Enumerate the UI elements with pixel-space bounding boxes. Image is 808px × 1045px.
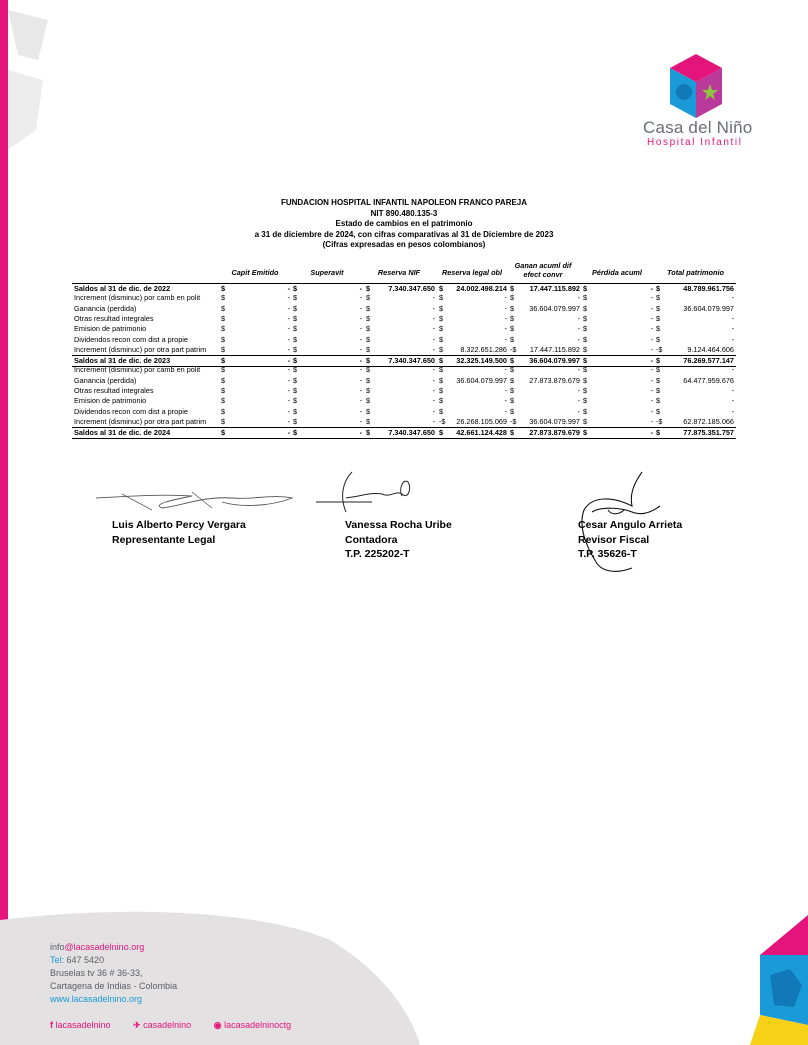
cell-value: - — [359, 303, 362, 313]
row-label: Dividendos recon com dist a propie — [74, 334, 188, 344]
statement-period: a 31 de diciembre de 2024, con cifras comparativas al 31 de Diciembre de 2023 — [254, 229, 554, 239]
currency-sign: $ — [583, 386, 588, 395]
currency-sign: $ — [656, 386, 661, 395]
cell-value: - — [359, 386, 362, 395]
currency-sign: $ — [293, 375, 298, 385]
row-label: Saldos al 31 de dic. de 2022 — [74, 284, 171, 293]
cell-value: - — [287, 303, 290, 313]
cell-value: - — [287, 365, 290, 375]
currency-sign: $ — [221, 416, 226, 426]
cell-value: - — [287, 284, 290, 293]
cell-value: - — [359, 375, 362, 385]
currency-sign: $ — [366, 375, 371, 385]
cell-value: - — [359, 365, 362, 375]
currency-sign: $ — [366, 293, 371, 303]
cell-value: - — [650, 428, 653, 438]
currency-sign: $ — [583, 428, 588, 438]
currency-sign: $ — [366, 365, 371, 375]
currency-sign: $ — [656, 334, 661, 344]
currency-sign: $ — [366, 356, 371, 366]
cell-value: - — [577, 365, 580, 375]
signature-block-contadora — [345, 518, 452, 562]
cell-value: 42.661.124.428 — [456, 428, 507, 438]
currency-sign: $ — [439, 356, 444, 366]
cell-value: - — [359, 416, 362, 426]
currency-sign: $ — [293, 303, 298, 313]
currency-sign: $ — [510, 303, 515, 313]
currency-sign: $ — [510, 428, 515, 438]
cell-value: - — [650, 416, 653, 426]
row-label: Dividendos recon com dist a propie — [74, 406, 188, 416]
cell-value: 8.322.651.286 — [460, 344, 507, 354]
cell-value: - — [287, 344, 290, 354]
cell-value: - — [731, 334, 734, 344]
statement-title: Estado de cambios en el patrimonio — [335, 219, 473, 228]
cell-value: - — [504, 406, 507, 416]
row-label: Saldos al 31 de dic. de 2024 — [74, 428, 171, 438]
bottom-right-decoration — [750, 915, 808, 1045]
table-row — [72, 345, 736, 355]
cell-value: - — [432, 293, 435, 303]
organization-nit: NIT 890.480.135-3 — [370, 208, 438, 218]
currency-sign: $ — [293, 293, 298, 303]
cell-value: - — [359, 396, 362, 406]
cell-value: - — [432, 416, 435, 426]
cell-value: - — [432, 375, 435, 385]
footer-contact — [50, 941, 177, 1006]
signature-representante-legal — [92, 486, 302, 516]
cell-value: - — [650, 313, 653, 323]
balance-row — [72, 427, 736, 439]
cell-value: - — [359, 356, 362, 366]
currency-sign: $ — [221, 313, 226, 323]
currency-sign: $ — [439, 396, 444, 406]
currency-sign: $ — [439, 334, 444, 344]
table-row — [72, 304, 736, 314]
currency-sign: -$ — [656, 416, 663, 426]
currency-sign: $ — [583, 365, 588, 375]
cell-value: - — [287, 386, 290, 395]
cell-value: - — [731, 396, 734, 406]
table-row — [72, 335, 736, 345]
currency-sign: $ — [366, 313, 371, 323]
currency-sign: $ — [366, 406, 371, 416]
row-label: Emision de patrimonio — [74, 324, 147, 334]
top-left-decoration — [8, 0, 58, 170]
column-header: Pérdida acuml — [592, 268, 642, 277]
cell-value: - — [287, 375, 290, 385]
cell-value: 7.340.347.650 — [388, 428, 435, 438]
currency-sign: $ — [293, 386, 298, 395]
cell-value: - — [432, 313, 435, 323]
cell-value: - — [650, 334, 653, 344]
currency-sign: $ — [439, 344, 444, 354]
currency-sign: $ — [221, 386, 226, 395]
table-row — [72, 376, 736, 386]
cell-value: 36.604.079.997 — [683, 303, 734, 313]
cell-value: - — [432, 396, 435, 406]
table-row — [72, 417, 736, 427]
row-label: Otras resultad integrales — [74, 386, 154, 395]
cell-value: - — [650, 375, 653, 385]
facebook-icon: f — [50, 1020, 53, 1030]
currency-sign: $ — [221, 375, 226, 385]
currency-sign: $ — [439, 386, 444, 395]
currency-sign: $ — [366, 344, 371, 354]
currency-sign: $ — [439, 365, 444, 375]
currency-sign: $ — [656, 375, 661, 385]
cell-value: - — [650, 396, 653, 406]
cell-value: 24.002.498.214 — [456, 284, 507, 293]
cell-value: 9.124.464.606 — [687, 344, 734, 354]
currency-sign: $ — [510, 386, 515, 395]
column-header: Total patrimonio — [667, 268, 724, 277]
currency-sign: $ — [439, 303, 444, 313]
currency-sign: $ — [510, 293, 515, 303]
cell-value: - — [650, 303, 653, 313]
cell-value: 26.268.105.069 — [456, 416, 507, 426]
currency-sign: $ — [221, 344, 226, 354]
column-header: Reserva NIF — [377, 268, 421, 277]
cell-value: - — [287, 293, 290, 303]
cell-value: - — [650, 365, 653, 375]
currency-sign: $ — [510, 284, 515, 293]
currency-sign: $ — [439, 293, 444, 303]
currency-sign: $ — [510, 406, 515, 416]
twitter-icon: ✈ — [133, 1020, 141, 1030]
cell-value: - — [504, 303, 507, 313]
instagram-icon: ◉ — [213, 1020, 222, 1030]
signer-role: Revisor Fiscal — [578, 533, 650, 546]
cell-value: - — [504, 293, 507, 303]
currency-sign: $ — [510, 356, 515, 366]
footer-email[interactable]: info@lacasadelnino.org — [50, 942, 145, 952]
currency-sign: $ — [293, 365, 298, 375]
row-label: Ganancia (perdida) — [74, 375, 137, 385]
cell-value: - — [650, 344, 653, 354]
row-label: Increment (disminuc) por otra part patrim — [74, 416, 207, 426]
cell-value: - — [650, 356, 653, 366]
currency-sign: $ — [583, 293, 588, 303]
cell-value: - — [731, 313, 734, 323]
currency-sign: $ — [583, 406, 588, 416]
currency-sign: -$ — [510, 416, 517, 426]
row-label: Ganancia (perdida) — [74, 303, 137, 313]
currency-sign: $ — [583, 303, 588, 313]
table-row — [72, 365, 736, 375]
currency-sign: $ — [439, 313, 444, 323]
cell-value: - — [359, 428, 362, 438]
cell-value: 76.269.577.147 — [683, 356, 734, 366]
currency-sign: $ — [510, 365, 515, 375]
cell-value: - — [287, 416, 290, 426]
footer-address-line2: Cartagena de Indias - Colombia — [50, 981, 178, 991]
currency-sign: $ — [656, 313, 661, 323]
cell-value: - — [577, 293, 580, 303]
cell-value: - — [504, 386, 507, 395]
currency-sign: $ — [366, 284, 371, 293]
cell-value: - — [731, 365, 734, 375]
cell-value: - — [504, 365, 507, 375]
currency-sign: -$ — [439, 416, 446, 426]
cell-value: - — [577, 406, 580, 416]
currency-sign: $ — [656, 365, 661, 375]
cell-value: - — [432, 406, 435, 416]
row-label: Increment (disminuc) por camb en polit — [74, 293, 201, 303]
currency-sign: $ — [656, 356, 661, 366]
currency-sign: $ — [366, 324, 371, 334]
signature-contadora — [312, 468, 422, 520]
currency-sign: $ — [656, 428, 661, 438]
currency-sign: $ — [656, 406, 661, 416]
cell-value: - — [359, 406, 362, 416]
currency-sign: $ — [293, 416, 298, 426]
facebook-link[interactable]: f lacasadelnino — [50, 1020, 111, 1030]
currency-sign: $ — [366, 396, 371, 406]
table-row — [72, 324, 736, 334]
currency-sign: $ — [293, 284, 298, 293]
cell-value: - — [359, 313, 362, 323]
currency-sign: $ — [366, 303, 371, 313]
currency-sign: $ — [510, 324, 515, 334]
currency-sign: $ — [366, 428, 371, 438]
cell-value: - — [359, 344, 362, 354]
currency-sign: -$ — [510, 344, 517, 354]
row-label: Saldos al 31 de dic. de 2023 — [74, 356, 171, 366]
currency-sign: -$ — [656, 344, 663, 354]
currency-sign: $ — [583, 313, 588, 323]
currency-sign: $ — [221, 334, 226, 344]
cell-value: - — [504, 324, 507, 334]
cell-value: - — [504, 313, 507, 323]
cell-value: - — [287, 406, 290, 416]
left-accent-stripe — [0, 0, 8, 1045]
currency-sign: $ — [221, 365, 226, 375]
cell-value: - — [577, 324, 580, 334]
currency-sign: $ — [221, 324, 226, 334]
row-label: Otras resultad integrales — [74, 313, 154, 323]
currency-sign: $ — [583, 396, 588, 406]
statement-currency-note: (Cifras expresadas en pesos colombianos) — [322, 240, 486, 249]
cell-value: - — [287, 356, 290, 366]
currency-sign: $ — [510, 313, 515, 323]
cell-value: 36.604.079.997 — [529, 356, 580, 366]
cell-value: - — [432, 303, 435, 313]
signer-tp: T.P. 225202-T — [345, 548, 410, 560]
twitter-link[interactable]: ✈ casadelnino — [133, 1020, 192, 1030]
cell-value: 32.325.149.500 — [456, 356, 507, 366]
currency-sign: $ — [293, 344, 298, 354]
currency-sign: $ — [221, 406, 226, 416]
currency-sign: $ — [293, 356, 298, 366]
currency-sign: $ — [439, 406, 444, 416]
currency-sign: $ — [510, 396, 515, 406]
row-label: Increment (disminuc) por camb en polit — [74, 365, 201, 375]
cell-value: - — [287, 313, 290, 323]
cell-value: - — [731, 324, 734, 334]
row-label: Emision de patrimonio — [74, 396, 147, 406]
cell-value: 64.477.959.676 — [683, 375, 734, 385]
currency-sign: $ — [366, 386, 371, 395]
currency-sign: $ — [366, 334, 371, 344]
cell-value: - — [650, 293, 653, 303]
column-header: Superavit — [310, 268, 344, 277]
column-header: Ganan acuml dif efect convr — [514, 261, 572, 279]
currency-sign: $ — [656, 293, 661, 303]
table-row — [72, 293, 736, 303]
cell-value: - — [577, 334, 580, 344]
currency-sign: $ — [221, 284, 226, 293]
cell-value: - — [577, 396, 580, 406]
table-row — [72, 407, 736, 417]
signer-role: Representante Legal — [112, 533, 216, 546]
brand-subtitle: Hospital Infantil — [647, 137, 743, 148]
table-row — [72, 396, 736, 406]
currency-sign: $ — [293, 406, 298, 416]
signature-block-revisor — [578, 518, 682, 562]
currency-sign: $ — [583, 324, 588, 334]
instagram-link[interactable]: ◉ lacasadelninoctg — [213, 1020, 292, 1030]
cell-value: - — [504, 334, 507, 344]
signature-block-representante — [112, 518, 246, 547]
cell-value: 27.873.879.679 — [529, 428, 580, 438]
currency-sign: $ — [583, 416, 588, 426]
currency-sign: $ — [221, 428, 226, 438]
currency-sign: $ — [439, 324, 444, 334]
currency-sign: $ — [583, 375, 588, 385]
cell-value: 27.873.879.679 — [529, 375, 580, 385]
currency-sign: $ — [366, 416, 371, 426]
currency-sign: $ — [293, 324, 298, 334]
currency-sign: $ — [583, 284, 588, 293]
cell-value: - — [287, 396, 290, 406]
currency-sign: $ — [293, 396, 298, 406]
currency-sign: $ — [439, 428, 444, 438]
cell-value: - — [731, 293, 734, 303]
signer-name: Luis Alberto Percy Vergara — [112, 519, 246, 531]
footer-social — [50, 1020, 311, 1031]
cell-value: - — [359, 334, 362, 344]
cell-value: - — [432, 386, 435, 395]
cell-value: - — [359, 284, 362, 293]
currency-sign: $ — [221, 303, 226, 313]
cell-value: - — [650, 324, 653, 334]
currency-sign: $ — [583, 334, 588, 344]
cell-value: 7.340.347.650 — [388, 284, 435, 293]
currency-sign: $ — [439, 284, 444, 293]
cell-value: 62.872.185.066 — [683, 416, 734, 426]
cell-value: - — [359, 293, 362, 303]
currency-sign: $ — [583, 344, 588, 354]
column-header: Capit Emitido — [231, 268, 279, 277]
currency-sign: $ — [293, 313, 298, 323]
signer-name: Cesar Angulo Arrieta — [578, 519, 683, 531]
currency-sign: $ — [510, 334, 515, 344]
cell-value: - — [577, 313, 580, 323]
currency-sign: $ — [293, 428, 298, 438]
footer-phone: Tel: 647 5420 — [50, 955, 105, 965]
column-header: Reserva legal obl — [441, 268, 503, 277]
cell-value: 17.447.115.892 — [529, 284, 580, 293]
table-row — [72, 386, 736, 396]
currency-sign: $ — [656, 324, 661, 334]
cell-value: 17.447.115.892 — [529, 344, 580, 354]
signer-role: Contadora — [345, 533, 398, 546]
currency-sign: $ — [656, 284, 661, 293]
cell-value: - — [731, 406, 734, 416]
cell-value: 7.340.347.650 — [388, 356, 435, 366]
document-header — [150, 198, 658, 251]
cell-value: - — [432, 365, 435, 375]
footer-address-line1: Bruselas tv 36 # 36-33, — [50, 968, 143, 978]
currency-sign: $ — [510, 375, 515, 385]
cell-value: - — [650, 386, 653, 395]
brand-name: Casa del Niño — [643, 118, 753, 137]
currency-sign: $ — [656, 396, 661, 406]
cell-value: - — [650, 406, 653, 416]
cell-value: - — [504, 396, 507, 406]
currency-sign: $ — [221, 293, 226, 303]
currency-sign: $ — [221, 356, 226, 366]
footer-website-link[interactable]: www.lacasadelnino.org — [50, 994, 143, 1004]
cell-value: - — [731, 386, 734, 395]
cell-value: 36.604.079.997 — [529, 416, 580, 426]
cell-value: - — [432, 324, 435, 334]
currency-sign: $ — [583, 356, 588, 366]
signer-tp: T.P. 35626-T — [578, 548, 637, 560]
table-row — [72, 314, 736, 324]
cell-value: - — [650, 284, 653, 293]
currency-sign: $ — [221, 396, 226, 406]
cell-value: - — [287, 334, 290, 344]
currency-sign: $ — [439, 375, 444, 385]
cell-value: 36.604.079.997 — [529, 303, 580, 313]
cell-value: - — [287, 324, 290, 334]
cell-value: 48.789.961.756 — [683, 284, 734, 293]
cell-value: - — [287, 428, 290, 438]
cell-value: - — [359, 324, 362, 334]
cell-value: - — [577, 386, 580, 395]
signer-name: Vanessa Rocha Uribe — [345, 519, 452, 531]
currency-sign: $ — [656, 303, 661, 313]
cell-value: - — [432, 334, 435, 344]
organization-name: FUNDACION HOSPITAL INFANTIL NAPOLEON FRANCO PAREJA — [280, 198, 528, 207]
cell-value: 36.604.079.997 — [456, 375, 507, 385]
cell-value: - — [432, 344, 435, 354]
cell-value: 77.875.351.757 — [683, 428, 734, 438]
currency-sign: $ — [293, 334, 298, 344]
row-label: Increment (disminuc) por otra part patrim — [74, 344, 207, 354]
